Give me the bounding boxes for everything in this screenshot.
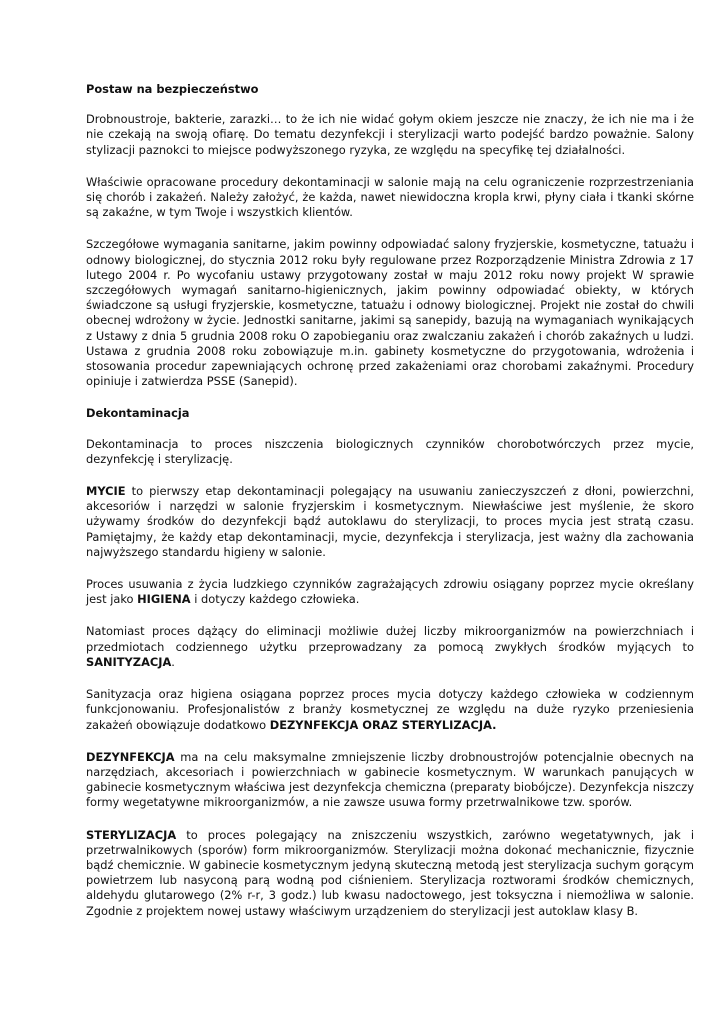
paragraph-sterilization [86,828,694,919]
term-disinfection-sterilization: DEZYNFEKCJA ORAZ STERYLIZACJA. [269,717,497,732]
hygiene-text-start: Proces usuwania z życia ludzkiego czynników zagrażających zdrowiu osiągany poprzez mycie określany jest jako [86,577,694,607]
hygiene-text-end: i dotyczy każdego człowieka. [190,592,360,607]
term-washing: MYCIE [86,484,126,499]
term-sanitization: SANITYZACJA [86,654,172,669]
term-sterilization: STERYLIZACJA [86,827,177,842]
disinfection-text: ma na celu maksymalne zmniejszenie liczby drobnoustrojów potencjalnie obecnych na narzędziach, akcesoriach i powierzchniach w gabinecie kosmetycznym. W warunkach panujących w gabinecie kosmetycznym właściwa jest dezynfekcja chemiczna (preparaty biobójcze). Dezynfekcja niszczy formy wegetatywne mikroorganizmów, a nie zawsze usuwa formy przetrwalnikowe tzw. sporów. [86,749,694,810]
section-heading-decontamination: Dekontaminacja [86,406,190,421]
sterilization-text: to proces polegający na zniszczeniu wszystkich, zarówno wegetatywnych, jak i przetrwalnikowych (sporów) form mikroorganizmów. Sterylizacji można dokonać mechanicznie, fizycznie bądź chemicznie. W gabinecie kosmetycznym jedyną skuteczną metodą jest sterylizacja suchym gorącym powietrzem lub nasyconą parą wodną pod ciśnieniem. Sterylizacja roztworami środków chemicznych, aldehydu glutarowego (2% r-r, 3 godz.) lub kwasu nadoctowego, jest toksyczna i niemożliwa w salonie. Zgodnie z projektem nowej ustawy właściwym urządzeniem do sterylizacji jest autoklaw klasy B. [86,827,694,918]
sanitization-text-start: Natomiast proces dążący do eliminacji możliwie dużej liczby mikroorganizmów na powierzchniach i przedmiotach codziennego użytku przeprowadzany za pomocą zwykłych środków myjących to [86,624,694,654]
paragraph-procedures: Właściwie opracowane procedury dekontaminacji w salonie mają na celu ograniczenie rozprzestrzeniania się chorób i zakażeń. Należy założyć, że każda, nawet niewidoczna kropla krwi, płyny ciała i tkanki skórne są zakaźne, w tym Twoje i wszystkich klientów. [86,174,694,220]
paragraph-decontamination-definition: Dekontaminacja to proces niszczenia biologicznych czynników chorobotwórczych przez mycie, dezynfekcję i sterylizację. [86,436,694,466]
paragraph-regulations: Szczegółowe wymagania sanitarne, jakim powinny odpowiadać salony fryzjerskie, kosmetyczne, tatuażu i odnowy biologicznej, do stycznia 2012 roku były regulowane przez Rozporządzenie Ministra Zdrowia z 17 lutego 2004 r. Po wycofaniu ustawy przygotowany został w maju 2012 roku nowy projekt W sprawie szczegółowych wymagań sanitarno-higienicznych, jakim powinny odpowiadać obiekty, w których świadczone są usługi fryzjerskie, kosmetyczne, tatuażu i odnowy biologicznej. Projekt nie został do chwili obecnej wdrożony w życie. Jednostki sanitarne, jakimi są sanepidy, bazują na wymaganiach wynikających z Ustawy z dnia 5 grudnia 2008 roku O zapobieganiu oraz zwalczaniu zakażeń i chorób zakaźnych u ludzi. Ustawa z grudnia 2008 roku zobowiązuje m.in. gabinety kosmetyczne do przygotowania, wdrożenia i stosowania procedur zapewniających ochronę przed zakażeniami oraz chorobami zakaźnymi. Procedury opiniuje i zatwierdza PSSE (Sanepid). [86,237,694,389]
paragraph-sanitization [86,624,694,670]
paragraph-washing [86,484,694,560]
paragraph-intro: Drobnoustroje, bakterie, zarazki… to że ich nie widać gołym okiem jeszcze nie znaczy, że ich nie ma i że nie czekają na swoją ofiarę. Do tematu dezynfekcji i sterylizacji warto podejść bardzo poważnie. Salony stylizacji paznokci to miejsce podwyższonego ryzyka, ze względu na specyfikę tej działalności. [86,112,694,157]
paragraph-disinfection [86,750,694,811]
professional-text-start: Sanityzacja oraz higiena osiągana poprzez proces mycia dotyczy każdego człowieka w codziennym funkcjonowaniu. Profesjonalistów z branży kosmetycznej ze względu na duże ryzyko przeniesienia zakażeń obowiązuje dodatkowo [86,687,694,732]
paragraph-hygiene [86,577,694,607]
term-disinfection: DEZYNFEKCJA [86,749,175,764]
document-page [86,82,694,936]
sanitization-text-end: . [171,654,175,669]
term-hygiene: HIGIENA [137,592,191,607]
washing-text: to pierwszy etap dekontaminacji polegający na usuwaniu zanieczyszczeń z dłoni, powierzchni, akcesoriów i narzędzi w salonie fryzjerskim i kosmetycznym. Niewłaściwe jest myślenie, że skoro używamy środków do dezynfekcji bądź autoklawu do sterylizacji, to proces mycia jest stratą czasu. Pamiętajmy, że każdy etap dekontaminacji, mycie, dezynfekcja i sterylizacja, jest ważny dla zachowania najwyższego standardu higieny w salonie. [86,484,694,559]
section-heading-safety: Postaw na bezpieczeństwo [86,82,259,96]
paragraph-professional-requirements [86,687,694,733]
